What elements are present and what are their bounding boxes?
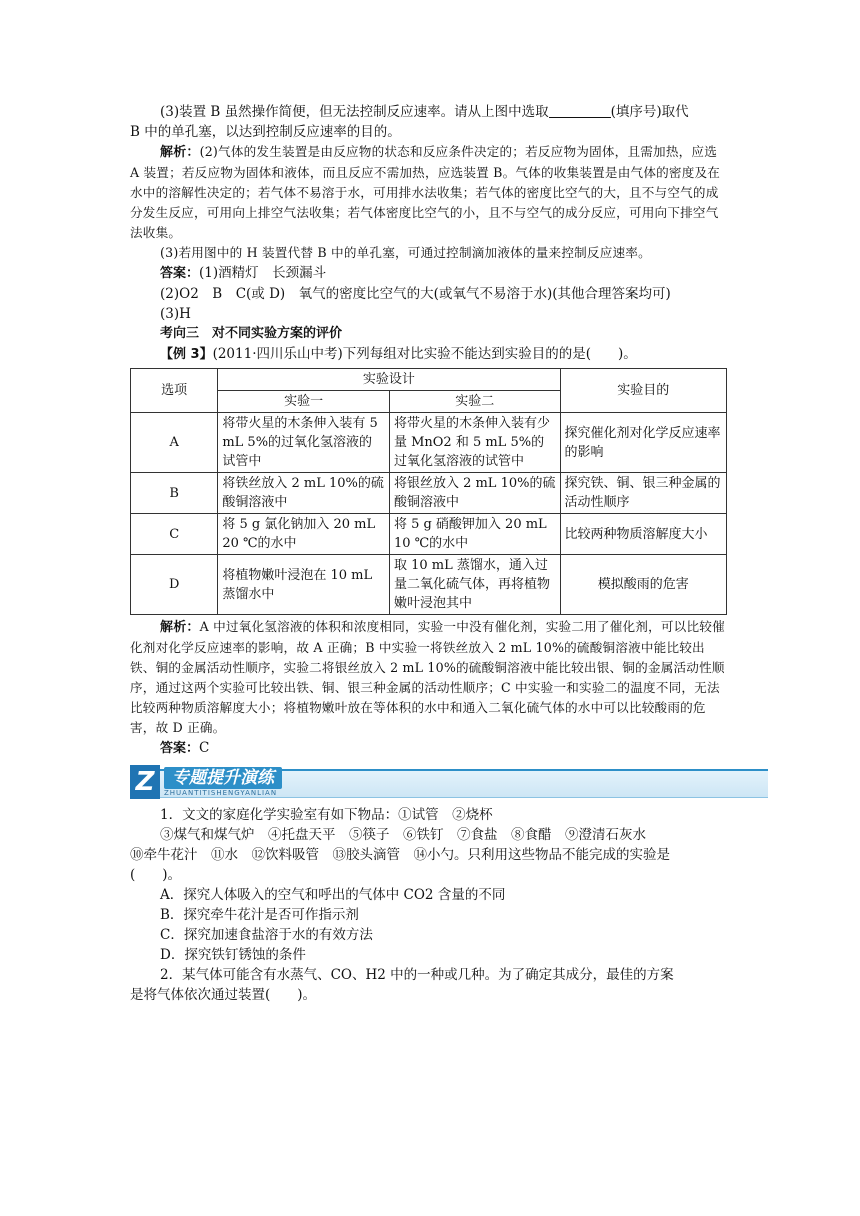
table-row: [131, 413, 727, 473]
question-3-line1: [130, 102, 730, 122]
cell-goal: 探究铁、铜、银三种金属的活动性顺序: [560, 473, 726, 514]
cell-exp2: 将银丝放入 2 mL 10%的硫酸铜溶液中: [389, 473, 560, 514]
section-banner: [130, 765, 770, 799]
cell-option: B: [131, 473, 218, 514]
answer-2: [130, 738, 730, 759]
example-text: (2011·四川乐山中考)下列每组对比实验不能达到实验目的的是( )。: [212, 346, 637, 362]
cell-exp2: 将带火星的木条伸入装有少量 MnO2 和 5 mL 5%的过氧化氢溶液的试管中: [389, 413, 560, 473]
section-title: 考向三 对不同实验方案的评价: [160, 326, 343, 341]
option-a: A．探究人体吸入的空气和呼出的气体中 CO2 含量的不同: [160, 887, 506, 903]
banner-title: 专题提升演练: [164, 767, 282, 789]
cell-exp1: 将带火星的木条伸入装有 5 mL 5%的过氧化氢溶液的试管中: [218, 413, 390, 473]
answer-1-line1: (1)酒精灯 长颈漏斗: [199, 265, 327, 281]
option-d: D．探究铁钉锈蚀的条件: [160, 947, 306, 963]
table-row: [131, 555, 727, 615]
cell-exp2: 取 10 mL 蒸馏水，通入过量二氧化硫气体，再将植物嫩叶浸泡其中: [389, 555, 560, 615]
document-body: [130, 102, 730, 1005]
question-2-line1: 2．某气体可能含有水蒸气、CO、H2 中的一种或几种。为了确定其成分，最佳的方案: [160, 967, 674, 983]
table-row: [131, 473, 727, 514]
example-label: 【例 3】: [160, 347, 213, 362]
question-1-line3: ⑩牵牛花汁 ⑪水 ⑫饮料吸管 ⑬胶头滴管 ⑭小勺。只利用这些物品不能完成的实验是: [130, 847, 670, 863]
example-3: [130, 344, 730, 365]
question-3-line2: B 中的单孔塞，以达到控制反应速率的目的。: [130, 124, 401, 140]
table-header-row: [131, 369, 727, 391]
cell-option: D: [131, 555, 218, 615]
analysis-label: 解析：: [160, 620, 200, 635]
analysis-2: [130, 617, 730, 738]
cell-exp2: 将 5 g 硝酸钾加入 20 mL 10 ℃的水中: [389, 514, 560, 555]
answer-1-line3: (3)H: [160, 306, 191, 322]
analysis-1: [130, 142, 730, 243]
answer-label: 答案：: [160, 741, 200, 756]
cell-exp1: 将铁丝放入 2 mL 10%的硫酸铜溶液中: [218, 473, 390, 514]
question-1-line4: ( )。: [130, 867, 182, 883]
analysis-1-text: (2)气体的发生装置是由反应物的状态和反应条件决定的；若反应物为固体，且需加热，应选 A 装置；若反应物为固体和液体，而且反应不需加热，应选装置 B。气体的收集装置是由气体的密度及在水中的溶解性决定的；若气体不易溶于水，可用排水法收集；若气体的密度比空气的大，且不与空气的成分发生反应，可用向上排空气法收集；若气体密度比空气的小，且不与空气的成分反应，可用向下排空气法收集。: [130, 144, 721, 240]
answer-1-line2: (2)O2 B C(或 D) 氧气的密度比空气的大(或氧气不易溶于水)(其他合理答案均可): [160, 286, 671, 302]
question-2-line2: 是将气体依次通过装置( )。: [130, 987, 317, 1003]
cell-option: A: [131, 413, 218, 473]
banner-logo-letter: Z: [130, 765, 160, 799]
question-3-text: (3)装置 B 虽然操作简便，但无法控制反应速率。请从上图中选取: [160, 104, 549, 120]
answer-blank: [549, 103, 611, 118]
answer-label: 答案：: [160, 266, 200, 281]
table-row: [131, 514, 727, 555]
header-option: 选项: [131, 369, 218, 413]
question-1-line1: 1．文文的家庭化学实验室有如下物品：①试管 ②烧杯: [160, 807, 493, 823]
header-exp1: 实验一: [218, 391, 390, 413]
header-exp2: 实验二: [389, 391, 560, 413]
question-1-line2: ③煤气和煤气炉 ④托盘天平 ⑤筷子 ⑥铁钉 ⑦食盐 ⑧食醋 ⑨澄清石灰水: [160, 827, 646, 843]
analysis-2-text: A 中过氧化氢溶液的体积和浓度相同，实验一中没有催化剂，实验二用了催化剂，可以比较催化剂对化学反应速率的影响，故 A 正确；B 中实验一将铁丝放入 2 mL 10%的硫酸铜溶液中能比较出铁、铜的金属活动性顺序，实验二将银丝放入 2 mL 10%的硫酸铜溶液中能比较出银、铜的金属活动性顺序，通过这两个实验可比较出铁、铜、银三种金属的活动性顺序；C 中实验一和实验二的温度不同，无法比较两种物质溶解度大小；将植物嫩叶放在等体积的水中和通入二氧化硫气体的水中可以比较酸雨的危害，故 D 正确。: [130, 619, 725, 735]
analysis-1-p2: (3)若用图中的 H 装置代替 B 中的单孔塞，可通过控制滴加液体的量来控制反应速率。: [160, 245, 651, 260]
experiment-table: [130, 368, 727, 615]
cell-goal: 比较两种物质溶解度大小: [560, 514, 726, 555]
header-design: 实验设计: [218, 369, 560, 391]
cell-exp1: 将植物嫩叶浸泡在 10 mL 蒸馏水中: [218, 555, 390, 615]
cell-exp1: 将 5 g 氯化钠加入 20 mL 20 ℃的水中: [218, 514, 390, 555]
analysis-label: 解析：: [160, 145, 200, 160]
cell-goal: 模拟酸雨的危害: [560, 555, 726, 615]
question-3-text-after: (填序号)取代: [610, 104, 689, 120]
cell-goal: 探究催化剂对化学反应速率的影响: [560, 413, 726, 473]
header-goal: 实验目的: [560, 369, 726, 413]
answer-1: [130, 263, 730, 284]
answer-2-value: C: [199, 740, 210, 756]
option-b: B．探究牵牛花汁是否可作指示剂: [160, 907, 359, 923]
option-c: C．探究加速食盐溶于水的有效方法: [160, 927, 373, 943]
banner-pinyin: ZHUANTITISHENGYANLIAN: [164, 789, 278, 797]
cell-option: C: [131, 514, 218, 555]
